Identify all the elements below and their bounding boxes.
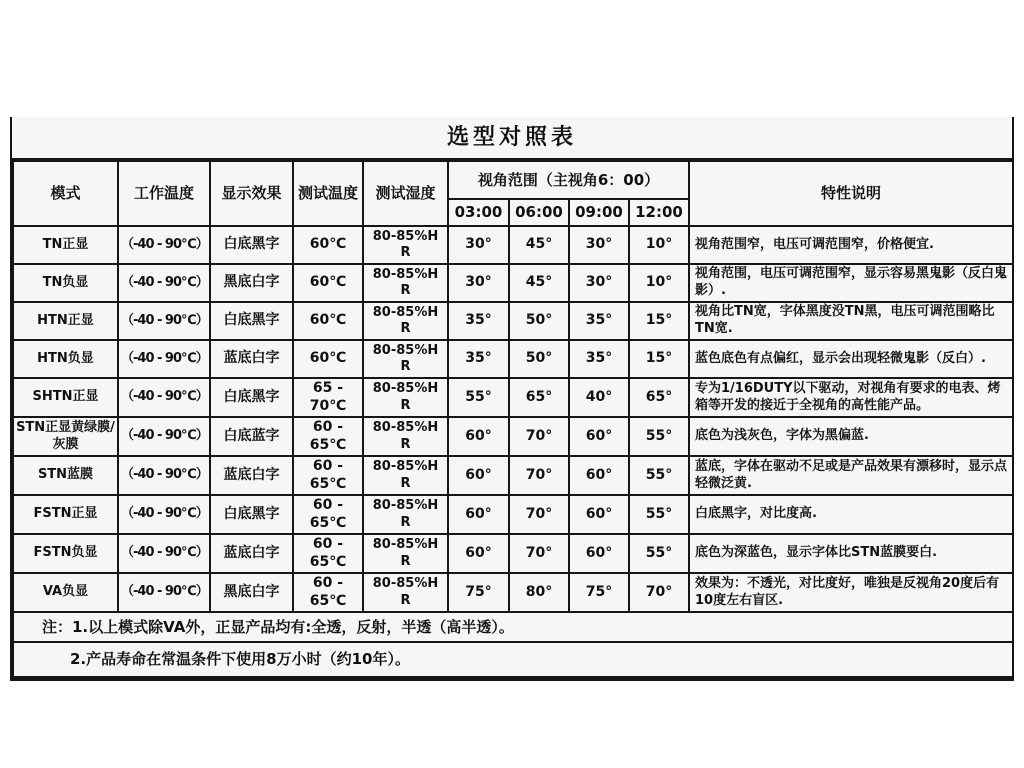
cell-features: 专为1/16DUTY以下驱动，对视角有要求的电表、烤箱等开发的接近于全视角的高性能产品。 (689, 378, 1013, 417)
cell-angle: 50° (509, 302, 569, 340)
cell-angle: 45° (509, 264, 569, 302)
cell-angle: 70° (509, 456, 569, 495)
cell-angle: 70° (509, 495, 569, 534)
table-row (13, 264, 1013, 302)
col-header-time-1200: 12:00 (629, 199, 689, 226)
cell-effect: 蓝底白字 (210, 340, 293, 378)
col-header-viewing-angle-group: 视角范围（主视角6：00） (448, 161, 689, 199)
col-header-test-temp: 测试温度 (293, 161, 363, 226)
cell-test-humidity: 80-85%H R (363, 495, 448, 534)
cell-effect: 黑底白字 (210, 573, 293, 612)
table-header (13, 161, 1013, 226)
cell-work-temp: （-40 - 90℃） (118, 417, 210, 456)
cell-test-humidity: 80-85%H R (363, 378, 448, 417)
cell-test-humidity: 80-85%H R (363, 302, 448, 340)
cell-angle: 60° (569, 534, 629, 573)
selection-comparison-table (10, 117, 1014, 681)
table-row (13, 302, 1013, 340)
col-header-time-0600: 06:00 (509, 199, 569, 226)
cell-angle: 55° (629, 417, 689, 456)
cell-mode: TN正显 (13, 226, 118, 264)
cell-test-temp: 60℃ (293, 340, 363, 378)
cell-effect: 白底黑字 (210, 378, 293, 417)
table-row (13, 417, 1013, 456)
table-notes (13, 612, 1013, 677)
cell-angle: 15° (629, 302, 689, 340)
cell-angle: 65° (629, 378, 689, 417)
cell-mode: SHTN正显 (13, 378, 118, 417)
table-row (13, 456, 1013, 495)
cell-features: 视角范围窄，电压可调范围窄，价格便宜. (689, 226, 1013, 264)
cell-angle: 80° (509, 573, 569, 612)
cell-angle: 70° (509, 417, 569, 456)
col-header-mode: 模式 (13, 161, 118, 226)
cell-mode: FSTN负显 (13, 534, 118, 573)
cell-work-temp: （-40 - 90℃） (118, 264, 210, 302)
cell-angle: 70° (509, 534, 569, 573)
cell-angle: 30° (569, 264, 629, 302)
cell-effect: 白底黑字 (210, 226, 293, 264)
cell-mode: STN蓝膜 (13, 456, 118, 495)
cell-mode: TN负显 (13, 264, 118, 302)
cell-test-temp: 60 - 65℃ (293, 495, 363, 534)
table-row (13, 573, 1013, 612)
cell-features: 白底黑字，对比度高. (689, 495, 1013, 534)
cell-angle: 60° (569, 417, 629, 456)
cell-mode: STN正显黄绿膜/灰膜 (13, 417, 118, 456)
cell-angle: 60° (569, 456, 629, 495)
cell-angle: 60° (569, 495, 629, 534)
note-2: 2.产品寿命在常温条件下使用8万小时（约10年）。 (13, 642, 1013, 677)
cell-test-humidity: 80-85%H R (363, 226, 448, 264)
cell-angle: 30° (448, 226, 509, 264)
cell-test-humidity: 80-85%H R (363, 534, 448, 573)
cell-mode: FSTN正显 (13, 495, 118, 534)
cell-angle: 60° (448, 534, 509, 573)
cell-work-temp: （-40 - 90℃） (118, 378, 210, 417)
cell-angle: 35° (569, 340, 629, 378)
cell-test-temp: 60 - 65℃ (293, 573, 363, 612)
cell-test-humidity: 80-85%H R (363, 340, 448, 378)
cell-angle: 60° (448, 456, 509, 495)
cell-angle: 70° (629, 573, 689, 612)
col-header-effect: 显示效果 (210, 161, 293, 226)
col-header-work-temp: 工作温度 (118, 161, 210, 226)
col-header-test-humidity: 测试湿度 (363, 161, 448, 226)
cell-work-temp: （-40 - 90℃） (118, 495, 210, 534)
cell-angle: 65° (509, 378, 569, 417)
cell-test-temp: 60 - 65℃ (293, 417, 363, 456)
table-row (13, 340, 1013, 378)
cell-features: 视角比TN宽，字体黑度没TN黑，电压可调范围略比TN宽. (689, 302, 1013, 340)
col-header-features: 特性说明 (689, 161, 1013, 226)
cell-work-temp: （-40 - 90℃） (118, 573, 210, 612)
table-row (13, 534, 1013, 573)
cell-features: 蓝色底色有点偏红，显示会出现轻微鬼影（反白）. (689, 340, 1013, 378)
cell-features: 蓝底，字体在驱动不足或是产品效果有漂移时，显示点轻微泛黄. (689, 456, 1013, 495)
cell-features: 底色为浅灰色，字体为黑偏蓝. (689, 417, 1013, 456)
cell-test-temp: 60 - 65℃ (293, 534, 363, 573)
cell-test-temp: 60℃ (293, 302, 363, 340)
cell-effect: 蓝底白字 (210, 534, 293, 573)
cell-work-temp: （-40 - 90℃） (118, 340, 210, 378)
cell-work-temp: （-40 - 90℃） (118, 534, 210, 573)
cell-angle: 30° (569, 226, 629, 264)
cell-mode: HTN正显 (13, 302, 118, 340)
cell-angle: 40° (569, 378, 629, 417)
col-header-time-0300: 03:00 (448, 199, 509, 226)
cell-test-temp: 60℃ (293, 264, 363, 302)
cell-angle: 75° (448, 573, 509, 612)
cell-work-temp: （-40 - 90℃） (118, 302, 210, 340)
cell-test-temp: 60℃ (293, 226, 363, 264)
cell-test-humidity: 80-85%H R (363, 264, 448, 302)
cell-work-temp: （-40 - 90℃） (118, 226, 210, 264)
cell-effect: 白底黑字 (210, 495, 293, 534)
cell-angle: 55° (448, 378, 509, 417)
cell-angle: 10° (629, 264, 689, 302)
cell-angle: 35° (448, 340, 509, 378)
table-row (13, 378, 1013, 417)
cell-angle: 60° (448, 417, 509, 456)
cell-test-temp: 60 - 65℃ (293, 456, 363, 495)
cell-test-humidity: 80-85%H R (363, 456, 448, 495)
table-row (13, 495, 1013, 534)
cell-effect: 白底黑字 (210, 302, 293, 340)
cell-test-humidity: 80-85%H R (363, 573, 448, 612)
cell-angle: 15° (629, 340, 689, 378)
cell-features: 效果为：不透光，对比度好，唯独是反视角20度后有10度左右盲区. (689, 573, 1013, 612)
cell-mode: HTN负显 (13, 340, 118, 378)
cell-angle: 45° (509, 226, 569, 264)
table-row (13, 226, 1013, 264)
table-body (13, 226, 1013, 612)
cell-features: 底色为深蓝色，显示字体比STN蓝膜要白. (689, 534, 1013, 573)
cell-angle: 35° (448, 302, 509, 340)
cell-angle: 55° (629, 456, 689, 495)
cell-angle: 10° (629, 226, 689, 264)
cell-work-temp: （-40 - 90℃） (118, 456, 210, 495)
note-1: 注：1.以上模式除VA外，正显产品均有:全透，反射，半透（高半透）。 (13, 612, 1013, 642)
cell-effect: 白底蓝字 (210, 417, 293, 456)
cell-features: 视角范围，电压可调范围窄，显示容易黑鬼影（反白鬼影）. (689, 264, 1013, 302)
cell-angle: 30° (448, 264, 509, 302)
data-table (12, 160, 1014, 678)
cell-test-temp: 65 - 70℃ (293, 378, 363, 417)
cell-angle: 55° (629, 495, 689, 534)
col-header-time-0900: 09:00 (569, 199, 629, 226)
cell-effect: 黑底白字 (210, 264, 293, 302)
cell-angle: 60° (448, 495, 509, 534)
cell-angle: 55° (629, 534, 689, 573)
cell-angle: 50° (509, 340, 569, 378)
cell-angle: 75° (569, 573, 629, 612)
cell-mode: VA负显 (13, 573, 118, 612)
cell-angle: 35° (569, 302, 629, 340)
table-title: 选型对照表 (12, 117, 1012, 160)
cell-effect: 蓝底白字 (210, 456, 293, 495)
cell-test-humidity: 80-85%H R (363, 417, 448, 456)
